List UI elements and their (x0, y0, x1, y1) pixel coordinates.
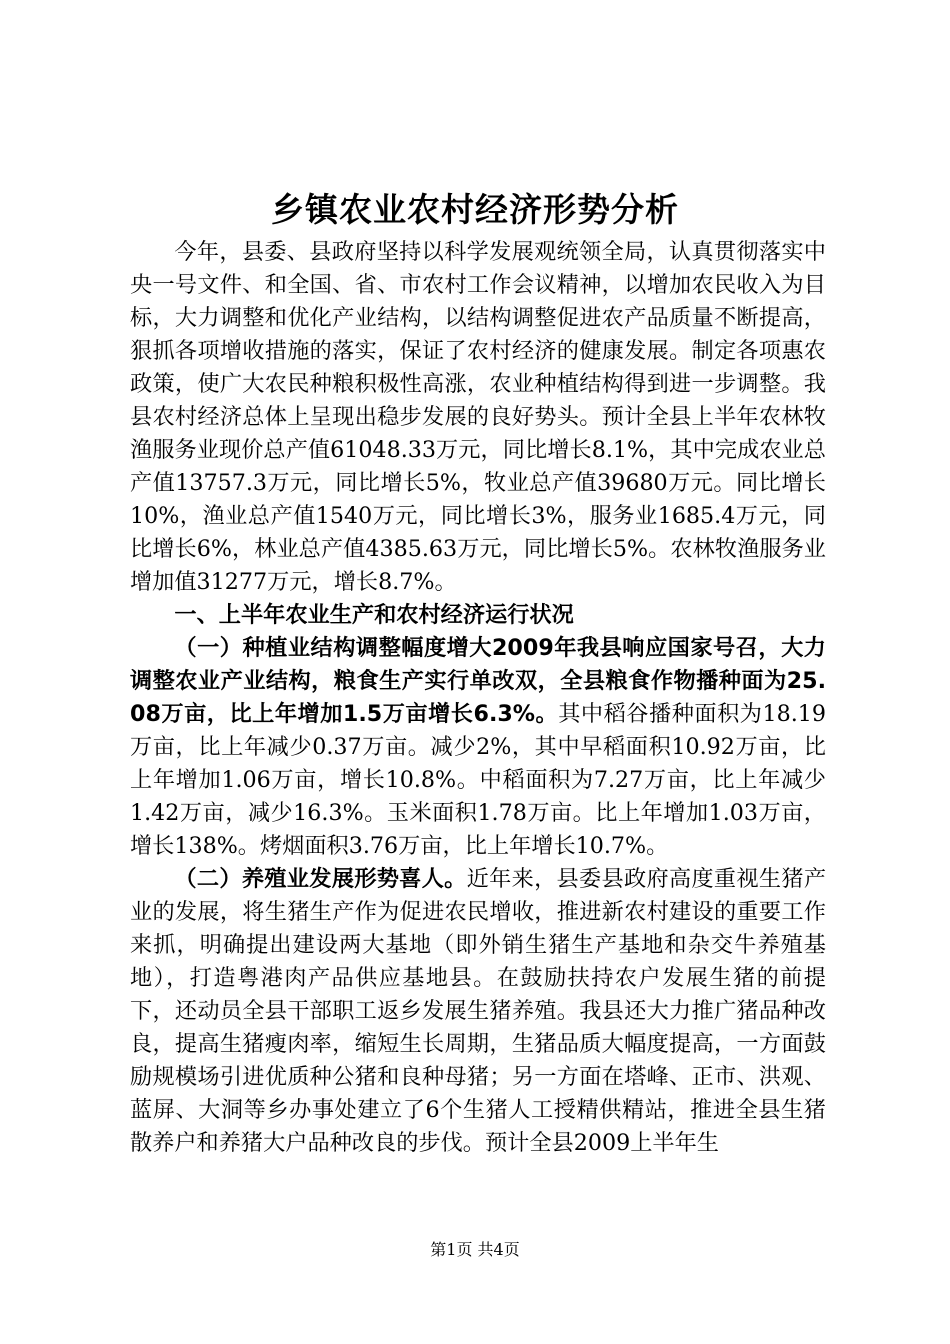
subsection-1-bold-lead: （一）种植业结构调整幅度增大2009年我县响应国家号召，大力调整农业产业结构，粮食生产实行单改双，全县粮食作物播种面为25.08万亩，比上年增加1.5万亩增长6.3%。 (130, 635, 826, 727)
intro-paragraph: 今年，县委、县政府坚持以科学发展观统领全局，认真贯彻落实中央一号文件、和全国、省、市农村工作会议精神，以增加农民收入为目标，大力调整和优化产业结构，以结构调整促进农产品质量不断提高，狠抓各项增收措施的落实，保证了农村经济的健康发展。制定各项惠农政策，使广大农民种粮积极性高涨，农业种植结构得到进一步调整。我县农村经济总体上呈现出稳步发展的良好势头。预计全县上半年农林牧渔服务业现价总产值61048.33万元，同比增长8.1%，其中完成农业总产值13757.3万元，同比增长5%，牧业总产值39680万元。同比增长10%，渔业总产值1540万元，同比增长3%，服务业1685.4万元，同比增长6%，林业总产值4385.63万元，同比增长5%。农林牧渔服务业增加值31277万元，增长8.7%。 (130, 239, 826, 595)
page-footer: 第1页 共4页 (430, 1240, 520, 1259)
subsection-1-paragraph (130, 632, 826, 863)
subsection-1-text: 其中稻谷播种面积为18.19万亩，比上年减少0.37万亩。减少2%，其中早稻面积10.92万亩，比上年增加1.06万亩，增长10.8%。中稻面积为7.27万亩，比上年减少1.42万亩，减少16.3%。玉米面积1.78万亩。比上年增加1.03万亩，增长138%。烤烟面积3.76万亩，比上年增长10.7%。 (130, 701, 826, 859)
subsection-2-paragraph (130, 863, 826, 1160)
section-heading: 一、上半年农业生产和农村经济运行状况 (174, 602, 574, 628)
subsection-2-bold-lead: （二）养殖业发展形势喜人。 (174, 866, 467, 892)
subsection-2-text: 近年来，县委县政府高度重视生猪产业的发展，将生猪生产作为促进农民增收，推进新农村建设的重要工作来抓，明确提出建设两大基地（即外销生猪生产基地和杂交牛养殖基地），打造粤港肉产品供应基地县。在鼓励扶持农户发展生猪的前提下，还动员全县干部职工返乡发展生猪养殖。我县还大力推广猪品种改良，提高生猪瘦肉率，缩短生长周期，生猪品质大幅度提高，一方面鼓励规模场引进优质种公猪和良种母猪；另一方面在塔峰、正市、洪观、蓝屏、大洞等乡办事处建立了6个生猪人工授精供精站，推进全县生猪散养户和养猪大户品种改良的步伐。预计全县2009上半年生 (130, 866, 827, 1156)
document-body (130, 236, 826, 1160)
document-title: 乡镇农业农村经济形势分析 (271, 190, 679, 229)
